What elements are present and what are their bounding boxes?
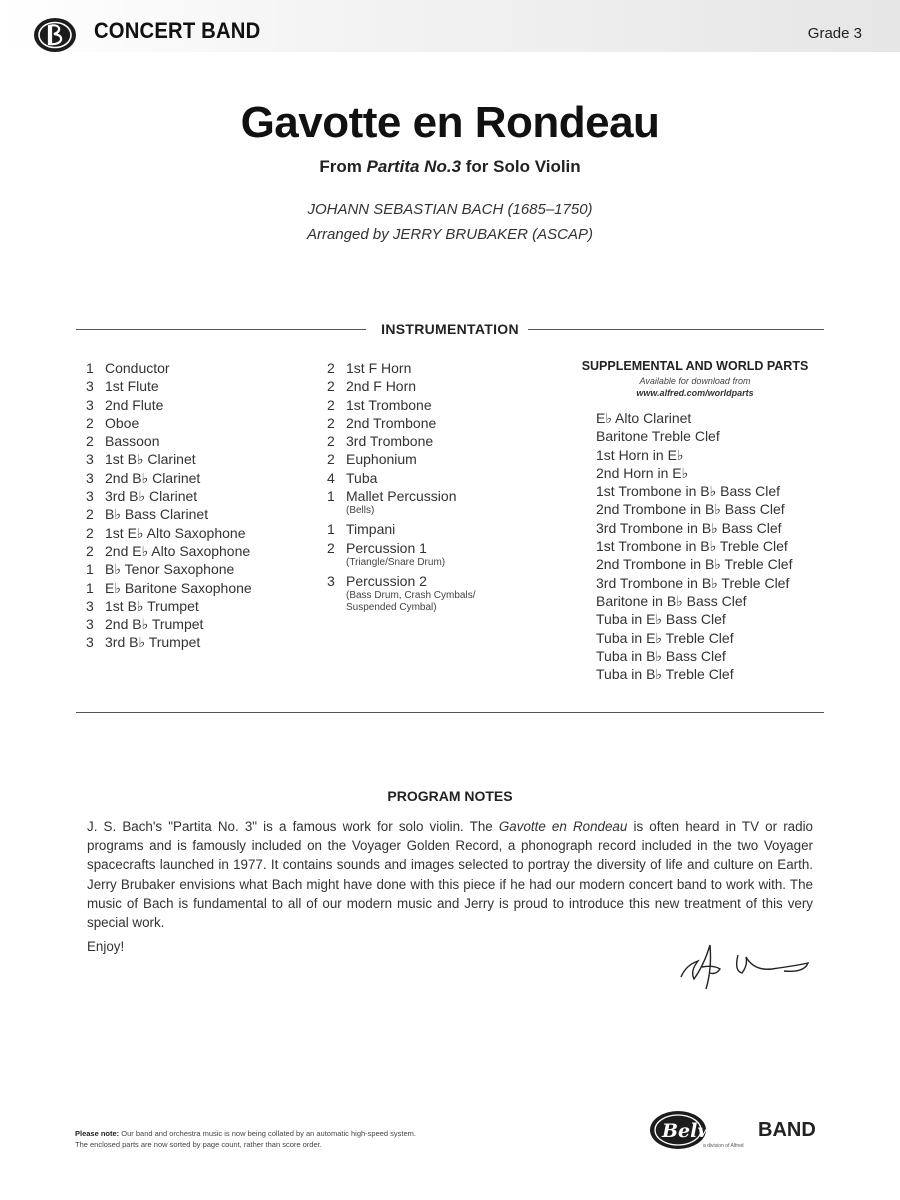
instrument-row	[86, 542, 252, 560]
instrument-row	[86, 469, 252, 487]
instrument-name: 2nd B♭ Clarinet	[105, 469, 201, 486]
instrument-name: 2nd B♭ Trumpet	[105, 616, 204, 633]
instrument-row	[327, 359, 475, 377]
instrument-row	[86, 432, 252, 450]
instrument-detail: (Bass Drum, Crash Cymbals/	[346, 590, 476, 602]
instrument-quantity: 1	[86, 360, 94, 376]
instrument-row	[86, 377, 252, 395]
instrument-name: 2nd E♭ Alto Saxophone	[105, 542, 251, 559]
instrument-name: 3rd Trombone	[346, 433, 434, 450]
footnote-line-1: Our band and orchestra music is now being collated by an automatic high-speed system.	[119, 1129, 417, 1138]
instrument-quantity: 1	[86, 561, 94, 578]
instrument-name: Tuba	[346, 469, 378, 486]
instrument-row	[86, 414, 252, 432]
supplemental-parts-list	[596, 409, 793, 683]
supplemental-part: Baritone in B♭ Bass Clef	[596, 592, 747, 609]
instrument-quantity: 3	[86, 616, 94, 633]
belwin-logo-text: Belwin	[662, 1120, 735, 1142]
instrument-name: 1st B♭ Clarinet	[105, 451, 196, 468]
instrument-row	[327, 539, 475, 569]
instrument-name: B♭ Bass Clarinet	[105, 506, 209, 523]
instrument-row	[86, 359, 252, 377]
instrument-part	[346, 377, 416, 395]
instrument-row	[327, 377, 475, 395]
instrument-part	[105, 505, 208, 523]
instrument-part	[346, 520, 395, 538]
instrument-part	[105, 633, 200, 651]
instrument-name: E♭ Baritone Saxophone	[105, 579, 252, 596]
notes-part-2: is often heard in TV or radio programs and is famously included on the Voyager Golden Record, a phonograph record included in the two Voyager spacecrafts launched in 1977. It contains sounds and images selected to portray the diversity of life and culture on Earth. Jerry Brubaker envisions what Bach might have done with this piece if he had our modern concert band to work with. The music of Bach is fundamental to all of our modern music and Jerry is proud to introduce this new treatment of this very special work.	[87, 819, 813, 931]
instrument-quantity: 2	[327, 396, 335, 413]
instrument-row	[327, 487, 475, 517]
instrument-part	[346, 450, 417, 468]
instrument-quantity: 3	[86, 469, 94, 486]
supplemental-part: Tuba in E♭ Treble Clef	[596, 629, 734, 646]
instrument-row	[86, 597, 252, 615]
instrumentation-heading: INSTRUMENTATION	[381, 321, 519, 337]
instrument-part	[105, 396, 163, 414]
instrument-row	[327, 469, 475, 487]
arranger-signature-icon	[676, 935, 816, 995]
subtitle-work: Partita No.3	[366, 157, 462, 176]
instrument-name: 1st F Horn	[346, 360, 412, 376]
program-notes-heading: PROGRAM NOTES	[387, 788, 513, 804]
instrument-quantity: 2	[86, 414, 94, 431]
instrument-part	[105, 469, 200, 487]
supplemental-part: 2nd Horn in E♭	[596, 464, 689, 481]
supplemental-part: 3rd Trombone in B♭ Treble Clef	[596, 574, 790, 591]
supplemental-part: Baritone Treble Clef	[596, 428, 720, 445]
instrument-name: B♭ Tenor Saxophone	[105, 561, 235, 578]
instrument-name: Oboe	[105, 414, 140, 431]
instrument-row	[327, 396, 475, 414]
instrument-quantity: 1	[327, 521, 335, 538]
subtitle	[0, 157, 900, 177]
subtitle-suffix: for Solo Violin	[461, 157, 581, 176]
instrument-part	[105, 560, 234, 578]
instrument-row	[327, 520, 475, 538]
instrument-detail: (Triangle/Snare Drum)	[346, 556, 446, 568]
instrument-detail: Suspended Cymbal)	[346, 602, 437, 614]
grade-label: Grade 3	[807, 25, 862, 42]
footnote	[75, 1129, 416, 1150]
instrument-quantity: 3	[86, 378, 94, 395]
instrumentation-rule-right	[528, 329, 824, 330]
notes-closing: Enjoy!	[87, 939, 125, 954]
instrument-name: Timpani	[346, 521, 396, 538]
instrument-part	[105, 414, 139, 432]
instrument-row	[327, 414, 475, 432]
instrument-part	[346, 572, 475, 614]
instrument-quantity: 2	[327, 433, 335, 450]
instrument-quantity: 3	[327, 572, 335, 589]
supplemental-part: Tuba in E♭ Bass Clef	[596, 611, 726, 628]
instrument-part	[346, 539, 445, 569]
instrument-row	[86, 505, 252, 523]
instrument-part	[105, 487, 197, 505]
notes-italic-title: Gavotte en Rondeau	[498, 819, 628, 834]
instrument-name: 1st Flute	[105, 378, 159, 395]
instrument-quantity: 2	[327, 360, 335, 376]
instrument-part	[105, 597, 199, 615]
supplemental-part: E♭ Alto Clarinet	[596, 410, 692, 426]
page-title: Gavotte en Rondeau	[240, 98, 660, 147]
instrument-name: Bassoon	[105, 433, 160, 450]
instrument-part	[105, 542, 250, 560]
supplemental-part: Tuba in B♭ Bass Clef	[596, 647, 726, 664]
supplemental-heading: SUPPLEMENTAL AND WORLD PARTS	[581, 359, 809, 373]
instrument-row	[327, 572, 475, 614]
publisher-band-label: BAND	[758, 1119, 816, 1141]
publisher-division: a division of Alfred	[703, 1143, 744, 1149]
instrument-row	[86, 396, 252, 414]
instrument-quantity: 3	[86, 634, 94, 651]
instrument-row	[327, 432, 475, 450]
supplemental-availability: Available for download from	[639, 376, 751, 386]
supplemental-part: 2nd Trombone in B♭ Treble Clef	[596, 556, 793, 573]
supplemental-part: 2nd Trombone in B♭ Bass Clef	[596, 501, 785, 518]
instrument-name: 3rd B♭ Trumpet	[105, 634, 201, 651]
instrument-row	[327, 450, 475, 468]
instrument-quantity: 2	[327, 414, 335, 431]
instrument-quantity: 2	[86, 542, 94, 559]
instrumentation-column-2	[327, 359, 475, 617]
instrument-row	[86, 579, 252, 597]
concert-band-logo-icon	[32, 16, 78, 54]
instrumentation-bottom-rule	[76, 712, 824, 713]
instrument-quantity: 2	[86, 524, 94, 541]
instrument-name: Percussion 2	[346, 572, 427, 589]
instrument-part	[346, 432, 433, 450]
instrument-row	[86, 560, 252, 578]
composer-credit: JOHANN SEBASTIAN BACH (1685–1750)	[307, 201, 593, 218]
instrument-name: 3rd B♭ Clarinet	[105, 488, 198, 505]
supplemental-part: 1st Trombone in B♭ Treble Clef	[596, 538, 788, 555]
instrument-part	[105, 579, 252, 597]
instrument-detail: (Bells)	[346, 505, 375, 517]
instrument-name: 1st E♭ Alto Saxophone	[105, 524, 246, 541]
instrument-name: Conductor	[105, 360, 170, 376]
instrument-part	[346, 414, 436, 432]
footnote-label: Please note:	[75, 1129, 120, 1138]
instrument-part	[346, 359, 411, 377]
notes-part-1: J. S. Bach's "Partita No. 3" is a famous work for solo violin. The	[87, 819, 499, 834]
instrument-row	[86, 487, 252, 505]
instrument-part	[346, 487, 457, 517]
instrument-quantity: 2	[86, 433, 94, 450]
instrument-part	[105, 359, 170, 377]
instrumentation-column-1	[86, 359, 252, 652]
instrument-name: 1st Trombone	[346, 396, 432, 413]
supplemental-part: 1st Horn in E♭	[596, 446, 684, 463]
instrument-name: 1st B♭ Trumpet	[105, 597, 199, 614]
supplemental-part: 1st Trombone in B♭ Bass Clef	[596, 483, 781, 500]
instrument-quantity: 2	[327, 451, 335, 468]
instrument-quantity: 1	[327, 488, 335, 505]
series-label: CONCERT BAND	[94, 18, 261, 43]
supplemental-part: Tuba in B♭ Treble Clef	[596, 666, 734, 683]
subtitle-prefix: From	[319, 157, 367, 176]
instrument-name: 2nd F Horn	[346, 378, 417, 395]
instrument-name: Euphonium	[346, 451, 417, 468]
instrument-part	[105, 377, 159, 395]
supplemental-url-link[interactable]: www.alfred.com/worldparts	[636, 388, 754, 398]
instrument-quantity: 2	[327, 539, 335, 556]
instrument-name: 2nd Flute	[105, 396, 164, 413]
instrument-name: 2nd Trombone	[346, 414, 437, 431]
instrument-quantity: 3	[86, 488, 94, 505]
instrument-quantity: 3	[86, 396, 94, 413]
instrument-part	[105, 615, 203, 633]
footnote-line-2: The enclosed parts are now sorted by page count, rather than score order.	[75, 1139, 322, 1149]
instrument-quantity: 2	[327, 378, 335, 395]
program-notes-text	[87, 817, 813, 932]
instrument-row	[86, 615, 252, 633]
instrument-part	[105, 450, 196, 468]
instrument-part	[105, 524, 245, 542]
instrument-quantity: 3	[86, 451, 94, 468]
instrument-quantity: 2	[86, 506, 94, 523]
instrument-name: Percussion 1	[346, 539, 427, 556]
instrument-part	[346, 396, 432, 414]
instrument-part	[105, 432, 159, 450]
instrument-quantity: 4	[327, 469, 335, 486]
instrument-name: Mallet Percussion	[346, 488, 457, 505]
instrument-quantity: 3	[86, 597, 94, 614]
instrument-quantity: 1	[86, 579, 94, 596]
instrument-row	[86, 450, 252, 468]
instrument-row	[86, 633, 252, 651]
instrument-part	[346, 469, 377, 487]
supplemental-part: 3rd Trombone in B♭ Bass Clef	[596, 519, 782, 536]
arranger-credit: Arranged by JERRY BRUBAKER (ASCAP)	[307, 226, 593, 243]
instrument-row	[86, 524, 252, 542]
